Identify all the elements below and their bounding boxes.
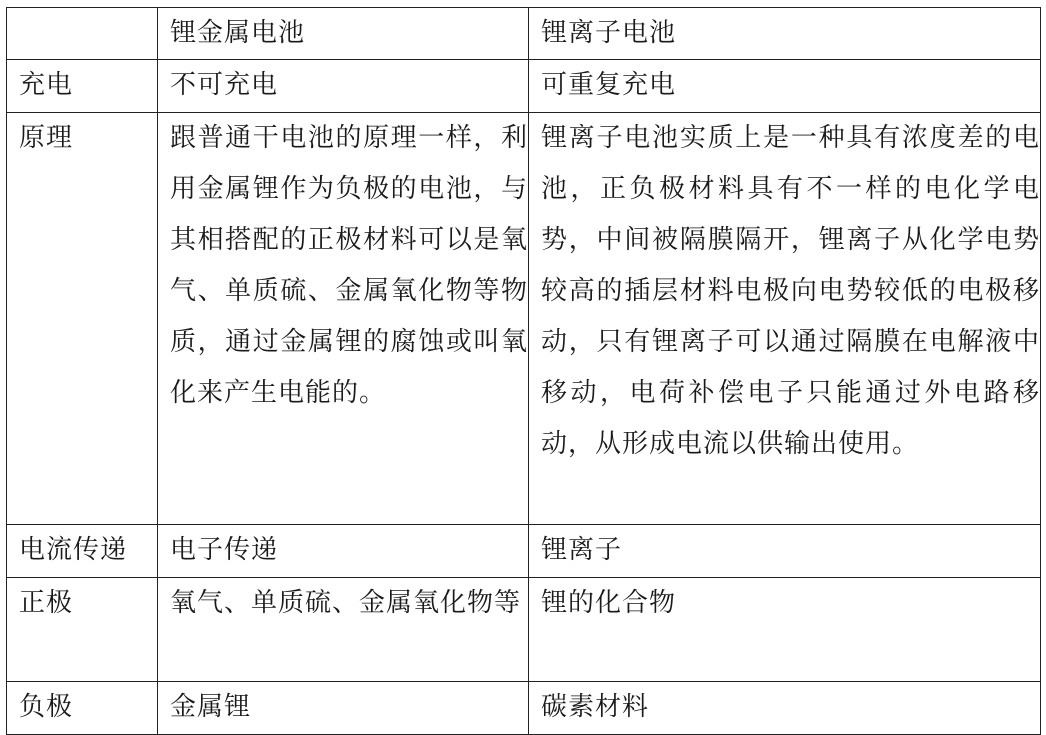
lithium-metal-cell [158, 578, 529, 682]
current-transfer-lithium-ion: 锂离子 [541, 535, 623, 565]
row-label-negative-electrode: 负极 [19, 692, 74, 722]
row-label-current-transfer: 电流传递 [19, 535, 128, 565]
lithium-metal-cell [158, 525, 529, 578]
negative-electrode-lithium-ion: 碳素材料 [541, 692, 650, 722]
lithium-ion-cell [529, 60, 1041, 113]
table-row [7, 60, 1041, 113]
row-label-cell [7, 578, 158, 682]
lithium-metal-cell [158, 60, 529, 113]
charging-lithium-metal: 不可充电 [170, 70, 279, 100]
row-label-positive-electrode: 正极 [19, 588, 74, 618]
row-label-cell [7, 113, 158, 525]
table-row [7, 113, 1041, 525]
lithium-ion-cell [529, 682, 1041, 735]
principle-lithium-ion: 锂离子电池实质上是一种具有浓度差的电池，正负极材料具有不一样的电化学电势，中间被隔膜隔开，锂离子从化学电势较高的插层材料电极向电势较低的电极移动，只有锂离子可以通过隔膜在电解液中移动，电荷补偿电子只能通过外电路移动，从形成电流以供输出使用。 [541, 123, 1040, 459]
lithium-ion-cell [529, 578, 1041, 682]
comparison-table [6, 7, 1041, 735]
lithium-ion-cell [529, 113, 1041, 525]
table-row [7, 682, 1041, 735]
table-header-row [7, 8, 1041, 60]
lithium-metal-cell [158, 682, 529, 735]
negative-electrode-lithium-metal: 金属锂 [170, 692, 252, 722]
header-lithium-ion-battery: 锂离子电池 [541, 18, 677, 48]
header-cell-lithium-metal [158, 8, 529, 60]
current-transfer-lithium-metal: 电子传递 [170, 535, 279, 565]
positive-electrode-lithium-metal: 氧气、单质硫、金属氧化物等 [170, 588, 522, 618]
header-cell-lithium-ion [529, 8, 1041, 60]
principle-lithium-metal: 跟普通干电池的原理一样，利用金属锂作为负极的电池，与其相搭配的正极材料可以是氧气、单质硫、金属氧化物等物质，通过金属锂的腐蚀或叫氧化来产生电能的。 [170, 123, 528, 408]
header-cell-empty [7, 8, 158, 60]
lithium-metal-cell [158, 113, 529, 525]
charging-lithium-ion: 可重复充电 [541, 70, 677, 100]
row-label-cell [7, 525, 158, 578]
table-row [7, 578, 1041, 682]
row-label-cell [7, 682, 158, 735]
row-label-charging: 充电 [19, 70, 74, 100]
header-lithium-metal-battery: 锂金属电池 [170, 18, 306, 48]
row-label-principle: 原理 [19, 123, 74, 153]
lithium-ion-cell [529, 525, 1041, 578]
positive-electrode-lithium-ion: 锂的化合物 [541, 588, 677, 618]
row-label-cell [7, 60, 158, 113]
table-row [7, 525, 1041, 578]
